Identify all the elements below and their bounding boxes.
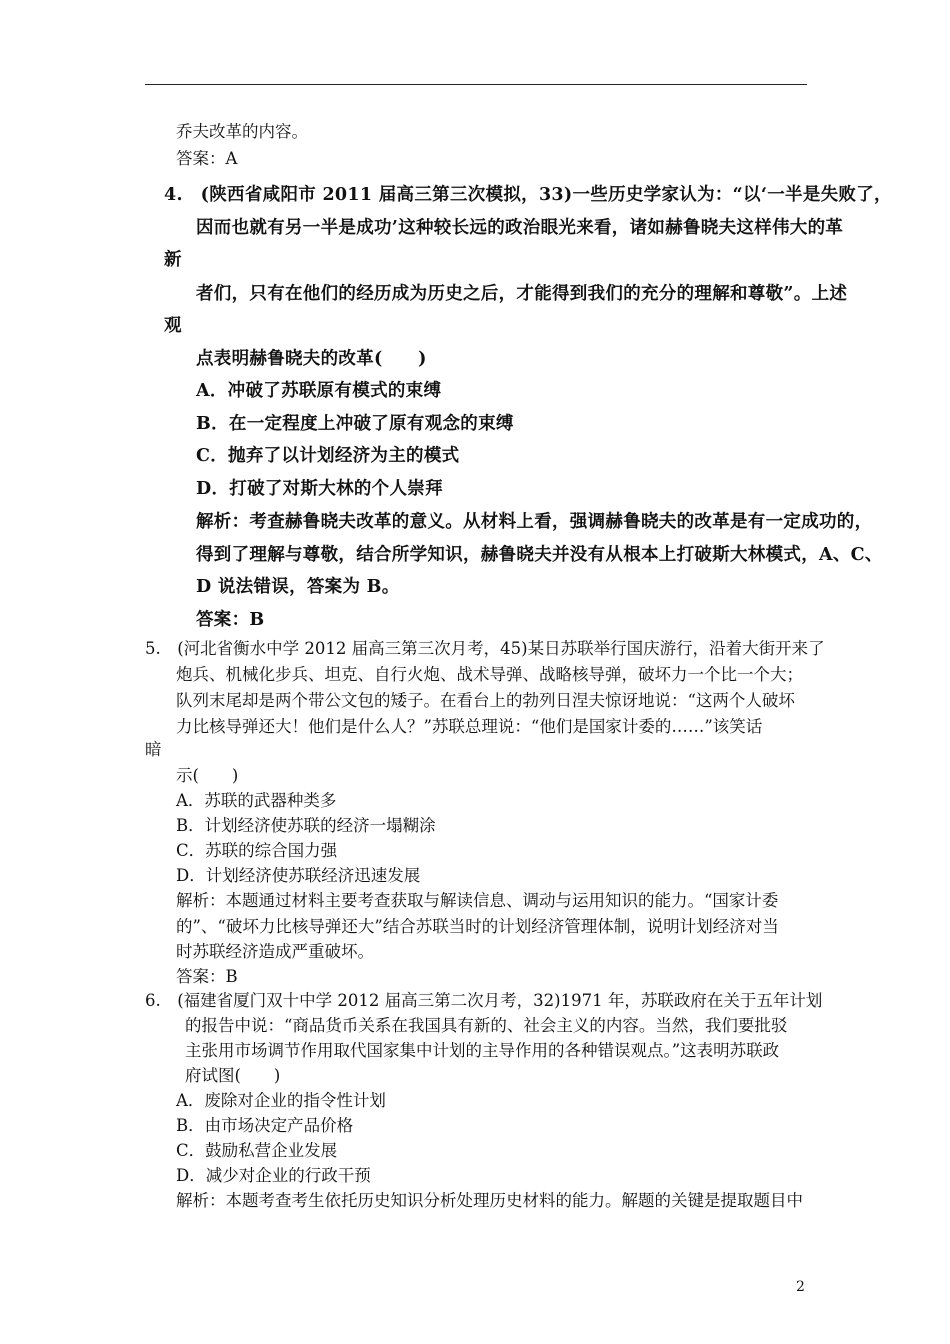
option-a: A．苏联的武器种类多 bbox=[176, 791, 337, 810]
option-d: D．打破了对斯大林的个人崇拜 bbox=[196, 479, 443, 499]
question-stem-line: 者们，只有在他们的经历成为历史之后，才能得到我们的充分的理解和尊敬”。上述 bbox=[196, 284, 848, 304]
analysis-line: 时苏联经济造成严重破坏。 bbox=[176, 942, 374, 961]
option-d: D．减少对企业的行政干预 bbox=[176, 1166, 371, 1185]
option-b: B．由市场决定产品价格 bbox=[176, 1116, 354, 1135]
header-rule bbox=[145, 84, 807, 85]
question-stem-line: 4. (陕西省咸阳市 2011 届高三第三次模拟，33)一些历史学家认为：“以‘一半是失败了， bbox=[164, 185, 892, 205]
question-stem-line: 的报告中说：“商品货币关系在我国具有新的、社会主义的内容。当然，我们要批驳 bbox=[185, 1016, 788, 1035]
analysis-line: 得到了理解与尊敬，结合所学知识，赫鲁晓夫并没有从根本上打破斯大林模式，A、C、 bbox=[196, 545, 883, 565]
option-b: B．计划经济使苏联的经济一塌糊涂 bbox=[176, 816, 436, 835]
question-stem-line: 主张用市场调节作用取代国家集中计划的主导作用的各种错误观点。”这表明苏联政 bbox=[185, 1041, 780, 1060]
question-stem-line: 暗 bbox=[145, 740, 162, 759]
option-d: D．计划经济使苏联经济迅速发展 bbox=[176, 866, 421, 885]
question-stem-line: 观 bbox=[164, 316, 182, 336]
question-stem-line: 5. (河北省衡水中学 2012 届高三第三次月考，45)某日苏联举行国庆游行，沿着大街开来了 bbox=[145, 639, 825, 658]
analysis-line: 解析：本题通过材料主要考查获取与解读信息、调动与运用知识的能力。“国家计委 bbox=[176, 891, 779, 910]
question-stem-line: 示( ) bbox=[176, 766, 239, 785]
option-a: A．废除对企业的指令性计划 bbox=[176, 1091, 386, 1110]
question-stem-line: 因而也就有另一半是成功’这种较长远的政治眼光来看，诸如赫鲁晓夫这样伟大的革 bbox=[196, 218, 844, 238]
analysis-line: D 说法错误，答案为 B。 bbox=[196, 577, 400, 597]
page-number: 2 bbox=[796, 1279, 805, 1295]
answer-line: 答案：B bbox=[196, 610, 265, 630]
analysis-line: 解析：本题考查考生依托历史知识分析处理历史材料的能力。解题的关键是提取题目中 bbox=[176, 1191, 803, 1210]
question-stem-line: 炮兵、机械化步兵、坦克、自行火炮、战术导弹、战略核导弹，破坏力一个比一个大； bbox=[176, 665, 803, 684]
text-line: 乔夫改革的内容。 bbox=[176, 122, 308, 141]
analysis-line: 的”、“破坏力比核导弹还大”结合苏联当时的计划经济管理体制，说明计划经济对当 bbox=[176, 917, 779, 936]
option-b: B．在一定程度上冲破了原有观念的束缚 bbox=[196, 414, 514, 434]
question-stem-line: 新 bbox=[164, 250, 182, 270]
question-stem-line: 点表明赫鲁晓夫的改革( ) bbox=[196, 349, 427, 369]
answer-line: 答案：B bbox=[176, 967, 238, 986]
question-stem-line: 队列末尾却是两个带公文包的矮子。在看台上的勃列日涅夫惊讶地说：“这两个人破坏 bbox=[176, 691, 795, 710]
option-a: A．冲破了苏联原有模式的束缚 bbox=[196, 381, 442, 401]
question-stem-line: 府试图( ) bbox=[185, 1066, 281, 1085]
option-c: C．抛弃了以计划经济为主的模式 bbox=[196, 446, 460, 466]
option-c: C．苏联的综合国力强 bbox=[176, 841, 338, 860]
answer-line: 答案：A bbox=[176, 149, 238, 168]
question-stem-line: 6. (福建省厦门双十中学 2012 届高三第二次月考，32)1971 年，苏联政府在关于五年计划 bbox=[145, 991, 823, 1010]
option-c: C．鼓励私营企业发展 bbox=[176, 1141, 338, 1160]
question-stem-line: 力比核导弹还大！他们是什么人？”苏联总理说：“他们是国家计委的……”该笑话 bbox=[176, 717, 763, 736]
analysis-line: 解析：考查赫鲁晓夫改革的意义。从材料上看，强调赫鲁晓夫的改革是有一定成功的， bbox=[196, 512, 873, 532]
